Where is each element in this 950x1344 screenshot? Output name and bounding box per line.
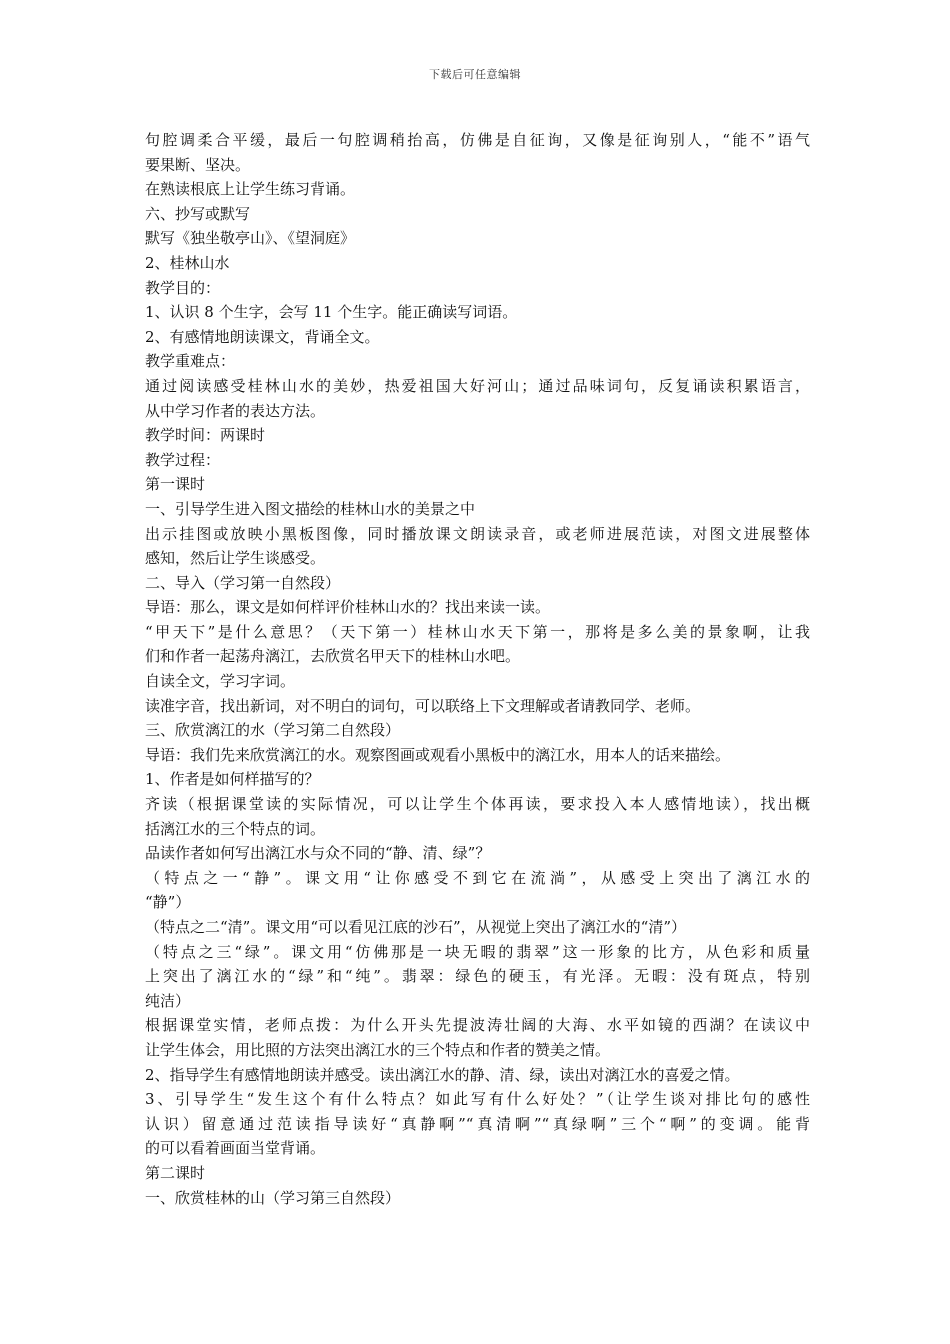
text-line: 导语：我们先来欣赏漓江的水。观察图画或观看小黑板中的漓江水，用本人的话来描绘。 [145,745,731,764]
text-line: 1、认识 8 个生字，会写 11 个生字。能正确读写词语。 [145,303,518,322]
text-line: 认识）留意通过范读指导读好“真静啊”“真清啊”“真绿啊”三个“啊”的变调。能背 [145,1114,810,1133]
text-line: 二、导入（学习第一自然段） [145,573,341,592]
text-line: 自读全文，学习字词。 [145,672,296,691]
text-line: 3、引导学生“发生这个有什么特点？如此写有什么好处？”（让学生谈对排比句的感性 [145,1090,810,1109]
text-line: 导语：那么，课文是如何样评价桂林山水的？找出来读一读。 [145,598,551,617]
text-line: 一、引导学生进入图文描绘的桂林山水的美景之中 [145,499,476,518]
text-line: 在熟读根底上让学生练习背诵。 [145,180,356,199]
text-line: 第一课时 [145,475,206,494]
text-line: （特点之一“静”。课文用“让你感受不到它在流淌”，从感受上突出了漓江水的 [145,868,810,887]
text-line: 纯洁） [145,991,191,1010]
text-line: 出示挂图或放映小黑板图像，同时播放课文朗读录音，或老师进展范读，对图文进展整体 [145,524,810,543]
text-line: 根据课堂实情，老师点拨：为什么开头先提波涛壮阔的大海、水平如镜的西湖？在读议中 [145,1016,810,1035]
text-line: 们和作者一起荡舟漓江，去欣赏名甲天下的桂林山水吧。 [145,647,521,666]
text-line: 通过阅读感受桂林山水的美妙，热爱祖国大好河山；通过品味词句，反复诵读积累语言， [145,376,810,395]
text-line: 2、有感情地朗读课文，背诵全文。 [145,327,380,346]
page-header: 下载后可任意编辑 [429,68,521,81]
text-line: 括漓江水的三个特点的词。 [145,819,326,838]
text-line: 要果断、坚决。 [145,155,251,174]
text-line: （特点之二“清”。课文用“可以看见江底的沙石”，从视觉上突出了漓江水的“清”） [145,918,687,936]
text-line: 2、指导学生有感情地朗读并感受。读出漓江水的静、清、绿，读出对漓江水的喜爱之情。 [145,1065,740,1084]
document-body [145,128,810,1210]
text-line: 让学生体会，用比照的方法突出漓江水的三个特点和作者的赞美之情。 [145,1040,611,1059]
text-line: 第二课时 [145,1163,206,1182]
text-line: 教学重难点： [145,352,236,371]
text-line: 齐读（根据课堂读的实际情况，可以让学生个体再读，要求投入本人感情地读），找出概 [145,795,810,814]
text-line: 从中学习作者的表达方法。 [145,401,326,420]
text-line: 品读作者如何写出漓江水与众不同的“静、清、绿”？ [145,844,491,863]
text-line: 上突出了漓江水的“绿”和“纯”。翡翠：绿色的硬玉，有光泽。无暇：没有斑点，特别 [145,967,810,986]
text-line: 感知，然后让学生谈感受。 [145,549,326,568]
text-line: 1、作者是如何样描写的？ [145,770,320,789]
text-line: 教学时间：两课时 [145,426,266,445]
text-line: 一、欣赏桂林的山（学习第三自然段） [145,1188,401,1207]
text-line: （特点之三“绿”。课文用“仿佛那是一块无暇的翡翠”这一形象的比方，从色彩和质量 [145,942,810,961]
text-line: 读准字音，找出新词，对不明白的词句，可以联络上下文理解或者请教同学、老师。 [145,696,701,715]
text-line: 默写《独坐敬亭山》、《望洞庭》 [145,229,356,248]
text-line: 六、抄写或默写 [145,204,251,223]
text-line: 三、欣赏漓江的水（学习第二自然段） [145,721,401,740]
text-line: “甲天下”是什么意思？（天下第一）桂林山水天下第一，那将是多么美的景象啊，让我 [145,622,810,641]
text-line: 教学过程： [145,450,221,469]
text-line: 的可以看着画面当堂背诵。 [145,1139,326,1158]
text-line: 2、桂林山水 [145,253,230,272]
text-line: 句腔调柔合平缓，最后一句腔调稍抬高，仿佛是自征询，又像是征询别人，“能不”语气 [145,131,810,149]
text-line: “静”） [145,893,191,912]
text-line: 教学目的： [145,278,221,297]
